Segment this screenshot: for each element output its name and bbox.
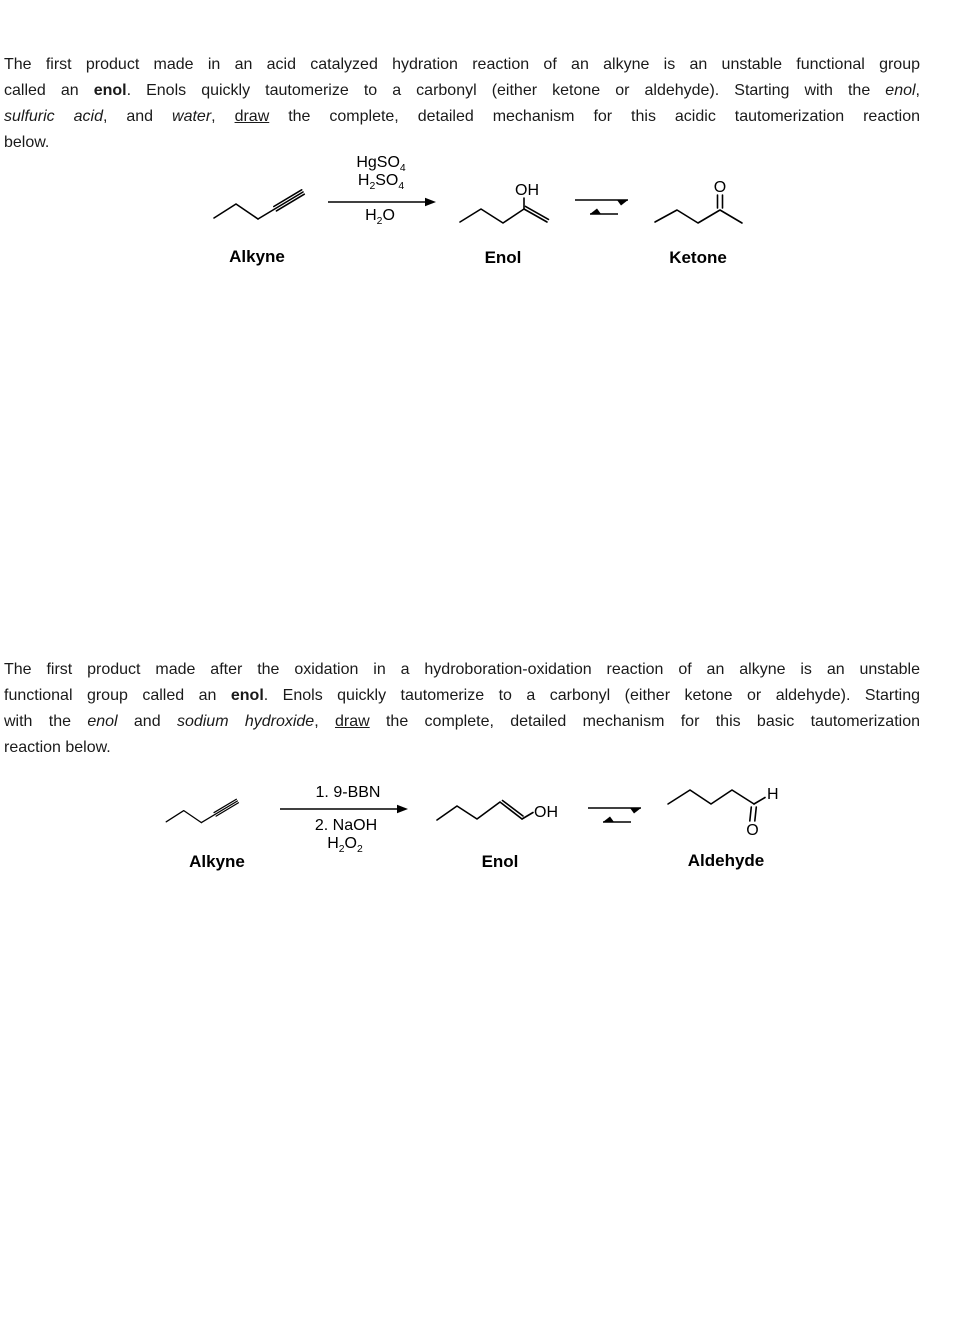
alkyne-structure-1 bbox=[210, 182, 310, 227]
aldehyde-structure bbox=[660, 780, 785, 842]
paragraph-line: reaction below. bbox=[4, 739, 111, 756]
reagent-h2o2: $H_2O_2$ bbox=[327, 835, 363, 856]
enol-label-1: Enol bbox=[484, 248, 522, 267]
enol1-oh-label: OH bbox=[515, 182, 539, 199]
paragraph-line: below. bbox=[4, 134, 50, 151]
aldehyde-o-label: O bbox=[746, 822, 759, 839]
paragraph-line: with the enol and sodium hydroxide, draw the complete, detailed mechanism for this basic tautomerization bbox=[4, 713, 920, 730]
alkyne-label-1: Alkyne bbox=[229, 247, 285, 266]
reagent-naoh: 2. NaOH bbox=[314, 817, 378, 834]
ketone-label: Ketone bbox=[669, 248, 727, 267]
equilibrium-arrows-2 bbox=[585, 802, 647, 828]
reagent-hgso4: HgSO$_4$ bbox=[356, 154, 406, 175]
ketone-structure bbox=[648, 162, 753, 232]
paragraph-line: The first product made after the oxidation in a hydroboration-oxidation reaction of an alkyne is an unstable bbox=[4, 661, 920, 678]
equilibrium-arrows-1 bbox=[572, 194, 634, 220]
enol-structure-1 bbox=[452, 162, 557, 232]
reagent-h2o: $H_2O$ bbox=[365, 207, 395, 228]
enol2-oh-label: OH bbox=[534, 804, 558, 821]
reaction-arrow-2 bbox=[278, 802, 410, 816]
ketone-o-label: O bbox=[713, 179, 727, 196]
paragraph-line: sulfuric acid, and water, draw the complete, detailed mechanism for this acidic tautomerization reaction bbox=[4, 108, 921, 125]
problem2-paragraph bbox=[4, 657, 920, 761]
enol-structure-2 bbox=[430, 794, 575, 839]
problem1-paragraph bbox=[4, 52, 920, 156]
reagent-h2so4: $H_2SO_4$ bbox=[357, 172, 405, 193]
aldehyde-h-label: H bbox=[767, 786, 779, 803]
alkyne-label-2: Alkyne bbox=[189, 852, 245, 871]
paragraph-line: called an enol. Enols quickly tautomerize to a carbonyl (either ketone or aldehyde). Starting with the enol, bbox=[4, 82, 920, 99]
enol-label-2: Enol bbox=[481, 852, 519, 871]
paragraph-line: The first product made in an acid catalyzed hydration reaction of an alkyne is an unstable functional group bbox=[4, 56, 920, 73]
reagent-9bbn: 1. 9-BBN bbox=[315, 784, 381, 801]
paragraph-line: functional group called an enol. Enols quickly tautomerize to a carbonyl (either ketone or aldehyde). Starting bbox=[4, 687, 921, 704]
aldehyde-label: Aldehyde bbox=[687, 851, 765, 870]
alkyne-structure-2 bbox=[163, 793, 243, 829]
